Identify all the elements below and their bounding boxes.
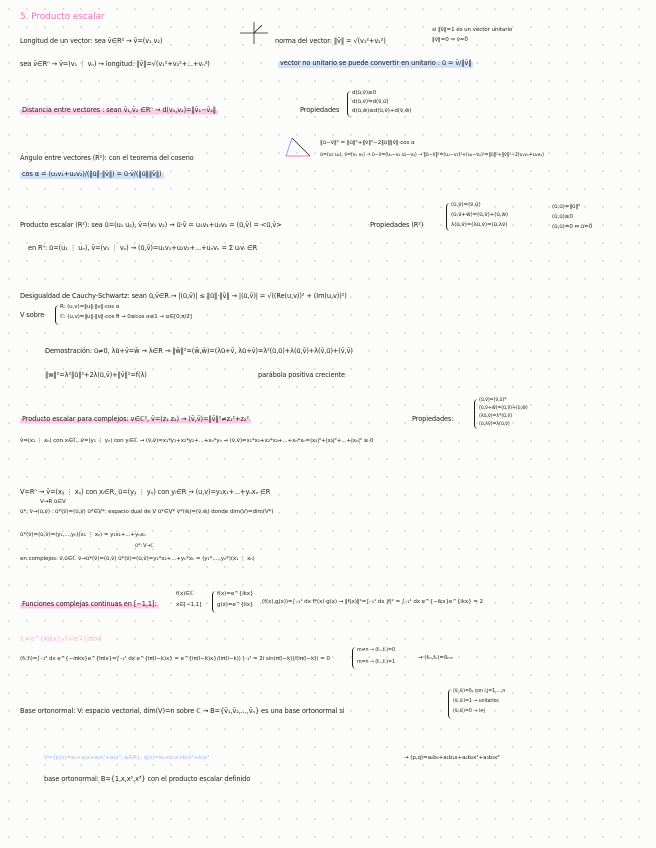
- funciones-case: m=n → (fₘ,fₙ)=1: [357, 660, 395, 665]
- producto-prop-right: (ū,ū)=‖ū‖²: [552, 204, 581, 210]
- complejos-prop: (ū,λv̄)=λ(ū,v̄): [479, 422, 510, 427]
- base-ortonormal-poly: base ortonormal: B={1,x,x²,x³} con el producto escalar definido: [44, 775, 251, 783]
- coseno-detail: ū=(u₁ u₂), v̄=(v₁ v₂) → ū−v̄=(u₁−v₁ u₂−v₂) → ‖ū−v̄‖²=(u₁−v₁)²+(u₂−v₂)²=‖ū‖²+‖v̄‖²−2(u₁v₁+u₂v₂): [320, 153, 544, 158]
- dual-line-1b: V→R ū∈V: [40, 499, 66, 505]
- funciones-x: x∈[−1,1]: [176, 602, 202, 608]
- funciones-case: m≠n → (fₘ,fₙ)=0: [357, 648, 395, 653]
- base-line: Base ortonormal: V: espacio vectorial, dim(V)=n sobre ℂ → B={v̄₁,v̄₂,...,v̄ₙ} es una base ortonormal si: [20, 707, 345, 715]
- v-sobre-real: R: (u,v)=‖u‖·‖v‖·cos α: [60, 304, 120, 310]
- angle-sketch-icon: [282, 136, 312, 160]
- complejos-prop: (λū,v̄)=λ*(ū,v̄): [479, 414, 512, 419]
- producto-line: Producto escalar (R²): sea ū=(u₁ u₂), v̄=(v₁ v₂) → ū·v̄ = u₁v₁+u₂v₂ = (ū,v̄) = <ū,v̄>: [20, 221, 282, 229]
- complejos-prop: (ū,v̄+w̄)=(ū,v̄)+(ū,w̄): [479, 406, 528, 411]
- distancia-prop: d(ū,v̄)=d(v̄,ū): [352, 99, 389, 105]
- parabola-note: parábola positiva creciente: [258, 371, 345, 379]
- dual-line-3: ū*(v̄)=(ū,v̄)=(y₁,...,yₙ)(x₁ ⋮ xₙ) = y₁x₁+...+yₙxₙ: [20, 532, 146, 538]
- funciones-result: (f(x),g(x))=∫₋₁¹ dx f*(x)·g(x) → ‖f(x)‖²=∫₋₁¹ dx |f|² = ∫₋₁¹ dx e^{−ikx}e^{ikx} = 2: [262, 599, 483, 605]
- producto-prop-label: Propiedades (R²): [370, 221, 424, 229]
- producto-prop-left: λ(ū,v̄)=(λū,v̄)=(ū,λv̄): [451, 222, 508, 228]
- unit-conversion-note: vector no unitario se puede convertir en unitario : ū = v̄/‖v̄‖: [280, 59, 472, 67]
- base-cond: (v̄ᵢ,v̄ⱼ)=0 → i≠j: [453, 709, 485, 714]
- funciones-fdef: f(x)=e^{ikx}: [217, 591, 254, 597]
- zero-vector-note: ‖v̄‖=0 ⇒ v̄=0̄: [432, 37, 468, 43]
- distancia-line: Distancia entre vectores : sean v̄₁,v̄₂ ∈Rⁿ → d(v₁,v₂)=‖v̄₁−v̄₂‖: [22, 106, 216, 114]
- complejos-sum-line: v̄=(x₁ ⋮ xₙ) con xᵢ∈ℂ, v̄=(y₁ ⋮ yₙ) con yᵢ∈ℂ → (v̄,v̄)=x₁*y₁+x₂*y₂+...+xₙ*yₙ → (v̄,v̄)=x₁*x₁+x₂*x₂+...+xₙ*xₙ=|x₁|²+|x₂|²+...+|xₙ|² ≥ 0: [20, 438, 374, 444]
- longitud-rn-line: sea v̄∈Rⁿ → v̄=(v₁ ⋮ vₙ) → longitud: ‖v̄‖=√(v₁²+v₂²+...+vₙ²): [20, 60, 210, 68]
- demostracion-line: Demostración: ū≠0, λū+v̄=w̄ → λ∈R → ‖w̄‖²=(w̄,w̄)=(λū+v̄, λū+v̄)=λ²(ū,ū)+λ(ū,v̄)+λ(v̄,ū)+(v̄,v̄): [45, 347, 353, 355]
- base-cond: (v̄ᵢ,v̄ᵢ)=1 → unitarios: [453, 699, 499, 704]
- unit-vector-note: si ‖v̄‖=1 es un vector unitario: [432, 27, 513, 33]
- poly-space-line: V={p(x)=a₀+a₁x+a₂x²+a₃x³, aᵢ∈R}, q(x)=b₀+b₁x+b₂x²+b₃x³: [44, 755, 210, 761]
- poly-product: → (p,q)=a₀b₀+a₁b₁x+a₂b₂x²+a₃b₃x³: [404, 755, 500, 761]
- v-sobre-complex: ℂ: (u,v)=‖u‖·‖v‖·cos θ → 0≤cos α≤1 → α∈[0,π/2]: [60, 314, 192, 320]
- producto-prop-right: (ū,ū)=0 ⇔ ū=0̄: [552, 224, 593, 230]
- norma-formula: norma del vector: ‖v̄‖ = √(v₁²+v₂²): [275, 37, 386, 45]
- complejos-prop-label: Propiedades:: [412, 415, 454, 423]
- coseno-formula: ‖ū−v̄‖² = ‖ū‖²+‖v̄‖²−2‖ū‖‖v̄‖·cos α: [320, 140, 415, 146]
- v-sobre-label: V sobre: [20, 311, 45, 319]
- dual-line-3b: ū*: V→ℂ: [135, 544, 154, 549]
- funciones-gdef: g(x)=e^{ilx}: [217, 602, 254, 608]
- dual-line-2: ū*: v̄→(ū,v̄) : ū*(v̄)=(ū,v̄) ū*∈V*: espacio dual de V ū*∈V* v̄*(w̄)=(v̄,w̄) donde dim(V)=dim(V*): [20, 509, 274, 515]
- distancia-prop-label: Propiedades: [300, 106, 340, 114]
- base-cond: (v̄ᵢ,v̄ⱼ)=δᵢⱼ con i,j=1,...,n: [453, 689, 506, 694]
- producto-rn-line: en Rⁿ: ū=(u₁ ⋮ uₙ), v̄=(v₁ ⋮ vₙ) → (ū,v̄)=u₁v₁+u₂v₂+...+uₙvₙ = Σ uᵢvᵢ ∈R: [28, 244, 258, 252]
- dual-line-1: V=Rⁿ → v̄=(x₁ ⋮ xₙ) con xᵢ∈R, ū=(y₁ ⋮ yₙ) con yᵢ∈R → (u,v)=y₁x₁+...+yₙxₙ ∈R: [20, 488, 271, 496]
- complejos-prop: (ū,v̄)=(v̄,ū)*: [479, 398, 507, 403]
- distancia-prop: d(ū,w̄)≤d(ū,v̄)+d(v̄,w̄): [352, 108, 412, 114]
- producto-prop-right: (ū,ū)≥0: [552, 214, 573, 220]
- distancia-prop: d(ū,v̄)≥0: [352, 90, 376, 96]
- producto-prop-left: (ū,v̄+w̄)=(ū,v̄)+(ū,w̄): [451, 212, 508, 218]
- funciones-phis: fₖ=e^{iπkx}, fₗ=e^{iπlx}: [20, 635, 103, 643]
- cauchy-line: Desigualdad de Cauchy-Schwartz: sean ū,v̄∈R → |(ū,v̄)| ≤ ‖ū‖·‖v̄‖ → |(ū,v̄)| = √((Re(u,v))² + (Im(u,v))²): [20, 292, 347, 300]
- funciones-line: Funciones complejas continuas en [−1,1]:: [22, 600, 157, 608]
- funciones-fx: f(x)∈ℂ: [176, 591, 194, 597]
- complejos-line: Producto escalar para complejos: v∈ℂ², v̄=(z₁ z₂) → (v̄,v̄)=‖v̄‖²≠z₁²+z₂²: [22, 415, 249, 423]
- producto-prop-left: (ū,v̄)=(v̄,ū): [451, 202, 481, 208]
- angulo-line: Ángulo entre vectores (R²): con el teorema del coseno: [20, 154, 194, 162]
- parabola-formula: ‖w‖²=λ²‖ū‖²+2λ(ū,v̄)+‖v̄‖²=f(λ): [45, 371, 147, 379]
- longitud-line: Longitud de un vector: sea v̄∈R² → v̄=(v₁ v₂): [20, 37, 163, 45]
- cos-alpha-formula: cos α = (u₁v₁+u₂v₂)/(‖ū‖·‖v̄‖) = ū·v̄/(‖ū‖‖v̄‖): [22, 170, 162, 178]
- funciones-delta: → (fₘ,fₙ)=δₘₙ: [418, 655, 453, 661]
- funciones-integral: (fₖ,fₗ)=∫₋₁¹ dx e^{−iπkx}e^{iπlx}=∫₋₁¹ dx e^{iπ(l−k)x} = e^{iπ(l−k)x}/(iπ(l−k)) |₋₁¹ = 2i sin(π(l−k))/(iπ(l−k)) = 0: [20, 656, 330, 662]
- dual-complex-line: en complejos: v̄,ū∈ℂ v̄→ū*(v̄)=(ū,v̄) ū*(v̄)=(ū,v̄)=y₁*x₁+...+yₙ*xₙ = (y₁*,...,yₙ*)(x₁ ⋮ xₙ): [20, 556, 255, 562]
- axes-sketch-icon: [240, 22, 268, 44]
- page-title: 5. Producto escalar: [20, 12, 105, 22]
